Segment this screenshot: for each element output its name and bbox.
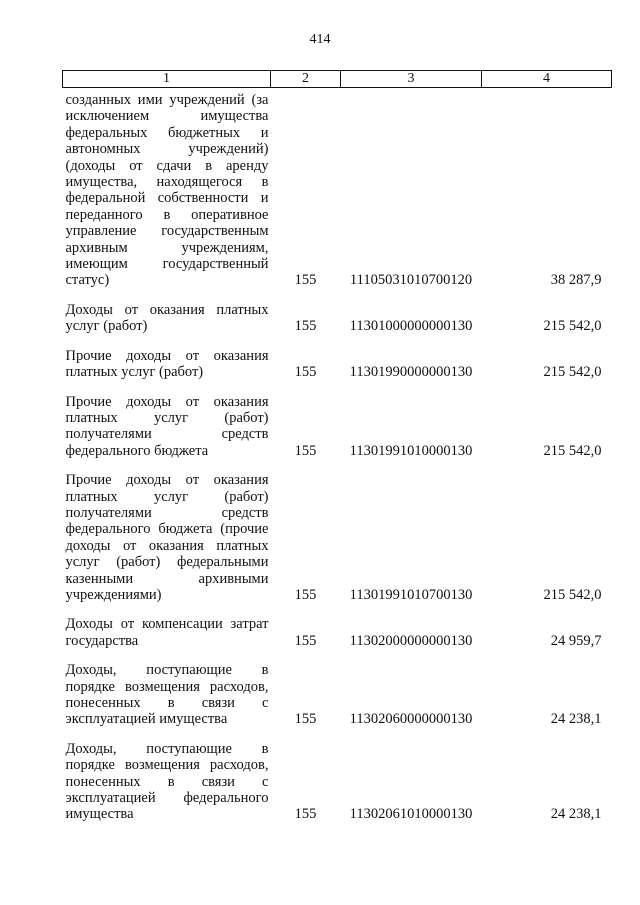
table-row <box>63 381 612 460</box>
row-amount: 38 287,9 <box>550 272 602 289</box>
row-amount: 215 542,0 <box>543 364 602 381</box>
row-name: Доходы, поступающие в порядке возмещения расходов, понесенных в связи с эксплуатацией имущества <box>65 662 269 728</box>
column-header-4: 4 <box>482 71 612 88</box>
column-header-1: 1 <box>63 71 271 88</box>
table-row <box>63 459 612 603</box>
budget-table <box>62 70 612 823</box>
row-amount: 24 959,7 <box>550 632 602 649</box>
row-budget-code: 11301991010700130 <box>349 586 473 603</box>
table-row <box>63 603 612 649</box>
table-row <box>63 88 612 289</box>
row-name: Доходы от оказания платных услуг (работ) <box>65 301 269 335</box>
table-header <box>63 71 612 88</box>
table-row <box>63 649 612 728</box>
row-admin-code: 155 <box>294 364 317 381</box>
column-header-2: 2 <box>271 71 341 88</box>
row-name: Прочие доходы от оказания платных услуг (работ) получателями средств федерального бюджета (прочие доходы от оказания платных услуг (работ) федеральными казенными архивными учреждениями) <box>65 472 269 603</box>
header-row <box>63 71 612 88</box>
row-admin-code: 155 <box>294 806 317 823</box>
row-admin-code: 155 <box>294 632 317 649</box>
table-body <box>63 88 612 823</box>
column-header-3: 3 <box>341 71 482 88</box>
row-budget-code: 11302000000000130 <box>349 632 473 649</box>
table-row <box>63 728 612 823</box>
row-name: Прочие доходы от оказания платных услуг (работ) <box>65 347 269 381</box>
row-amount: 24 238,1 <box>550 806 602 823</box>
page-number: 414 <box>309 32 331 47</box>
row-budget-code: 11301991010000130 <box>349 442 473 459</box>
row-budget-code: 11302060000000130 <box>349 711 473 728</box>
row-budget-code: 11105031010700120 <box>349 272 473 289</box>
row-amount: 215 542,0 <box>543 442 602 459</box>
row-amount: 24 238,1 <box>550 711 602 728</box>
row-admin-code: 155 <box>294 272 317 289</box>
row-name: созданных ими учреждений (за исключением имущества федеральных бюджетных и автономных учреждений) (доходы от сдачи в аренду имущества, находящегося в федеральной собственности и переданного в оперативное управление государственным архивным учреждениям, имеющим государственный статус) <box>65 92 269 289</box>
row-budget-code: 11301990000000130 <box>349 364 473 381</box>
row-budget-code: 11301000000000130 <box>349 318 473 335</box>
row-name: Доходы от компенсации затрат государства <box>65 616 269 649</box>
row-amount: 215 542,0 <box>543 318 602 335</box>
table-row <box>63 289 612 335</box>
row-admin-code: 155 <box>294 442 317 459</box>
row-name: Прочие доходы от оказания платных услуг (работ) получателями средств федерального бюджета <box>65 393 269 459</box>
row-admin-code: 155 <box>294 711 317 728</box>
row-budget-code: 11302061010000130 <box>349 806 473 823</box>
row-admin-code: 155 <box>294 586 317 603</box>
row-name: Доходы, поступающие в порядке возмещения расходов, понесенных в связи с эксплуатацией федерального имущества <box>65 740 269 823</box>
row-amount: 215 542,0 <box>543 586 602 603</box>
table-row <box>63 335 612 381</box>
row-admin-code: 155 <box>294 318 317 335</box>
